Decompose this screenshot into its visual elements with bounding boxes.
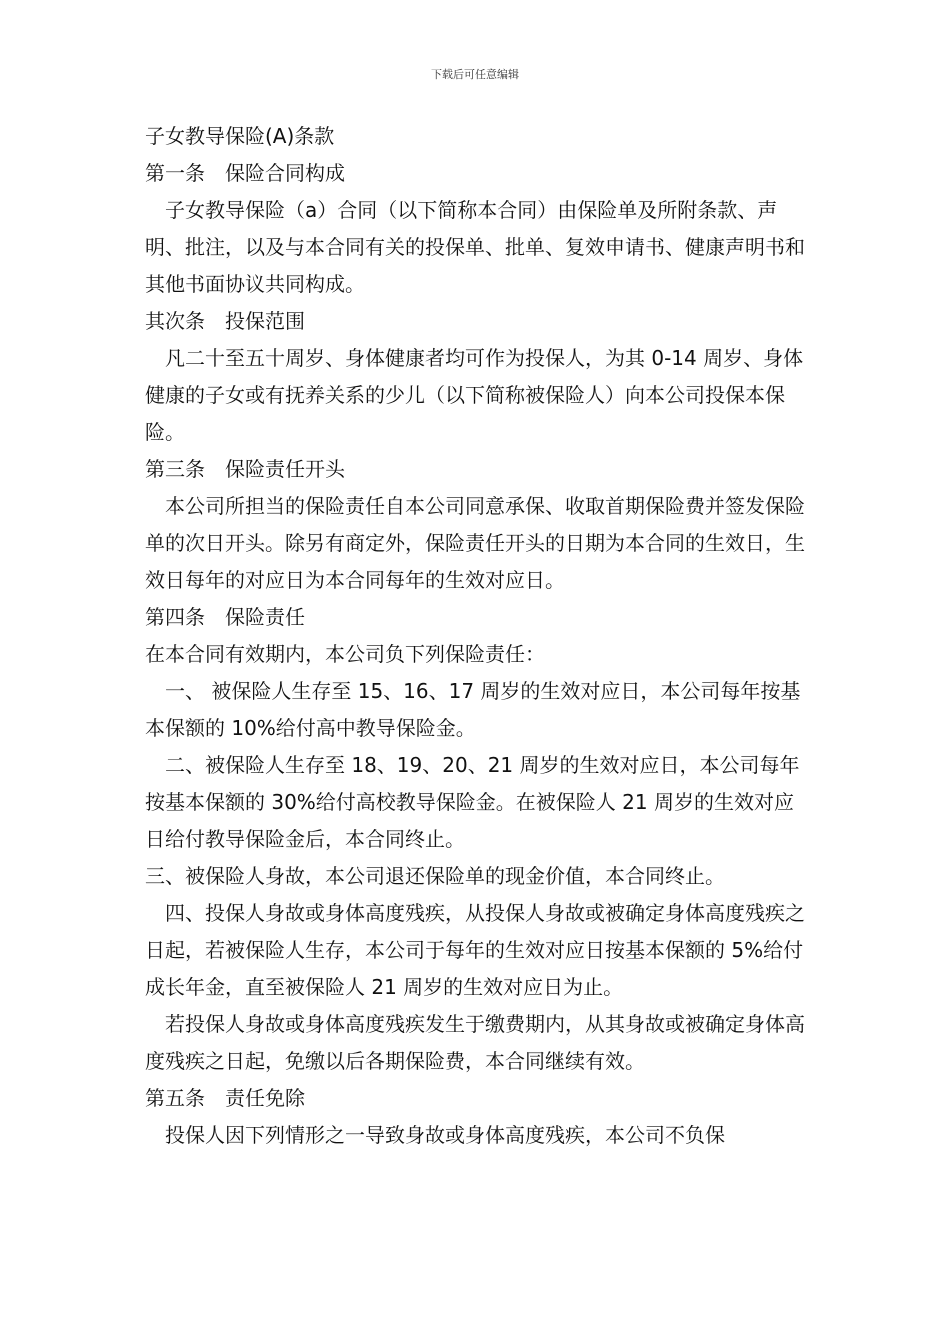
section-line: 在本合同有效期内，本公司负下列保险责任： [145,642,545,666]
section-line: 第四条 保险责任 [145,605,305,629]
article-heading: 第一条 保险合同构成 [145,161,345,185]
document-body [145,118,810,1154]
body-paragraph: 凡二十至五十周岁、身体健康者均可作为投保人，为其 0-14 周岁、身体健康的子女或有抚养关系的少儿（以下简称被保险人）向本公司投保本保险。 [145,346,804,444]
body-paragraph: 四、投保人身故或身体高度残疾，从投保人身故或被确定身体高度残疾之日起，若被保险人生存，本公司于每年的生效对应日按基本保额的 5%给付成长年金，直至被保险人 21 周岁的生效对应日为止。 [145,901,805,999]
paragraph-list [145,155,810,1154]
body-paragraph: 本公司所担当的保险责任自本公司同意承保、收取首期保险费并签发保险单的次日开头。除另有商定外，保险责任开头的日期为本合同的生效日，生效日每年的对应日为本合同每年的生效对应日。 [145,494,805,592]
body-paragraph: 二、被保险人生存至 18、19、20、21 周岁的生效对应日，本公司每年按基本保额的 30%给付高校教导保险金。在被保险人 21 周岁的生效对应日给付教导保险金后，本合同终止。 [145,753,800,851]
body-paragraph: 子女教导保险（a）合同（以下简称本合同）由保险单及所附条款、声明、批注，以及与本合同有关的投保单、批单、复效申请书、健康声明书和其他书面协议共同构成。 [145,198,805,296]
section-line: 第三条 保险责任开头 [145,457,345,481]
body-paragraph: 投保人因下列情形之一导致身故或身体高度残疾，本公司不负保 [165,1123,725,1147]
section-line: 三、被保险人身故，本公司退还保险单的现金价值，本合同终止。 [145,864,725,888]
page-header-note: 下载后可任意编辑 [431,68,519,81]
section-line: 第五条 责任免除 [145,1086,305,1110]
document-title: 子女教导保险(A)条款 [145,124,335,148]
body-paragraph: 若投保人身故或身体高度残疾发生于缴费期内，从其身故或被确定身体高度残疾之日起，免缴以后各期保险费，本合同继续有效。 [145,1012,805,1073]
body-paragraph: 一、 被保险人生存至 15、16、17 周岁的生效对应日，本公司每年按基本保额的 10%给付高中教导保险金。 [145,679,801,740]
section-line: 其次条 投保范围 [145,309,305,333]
